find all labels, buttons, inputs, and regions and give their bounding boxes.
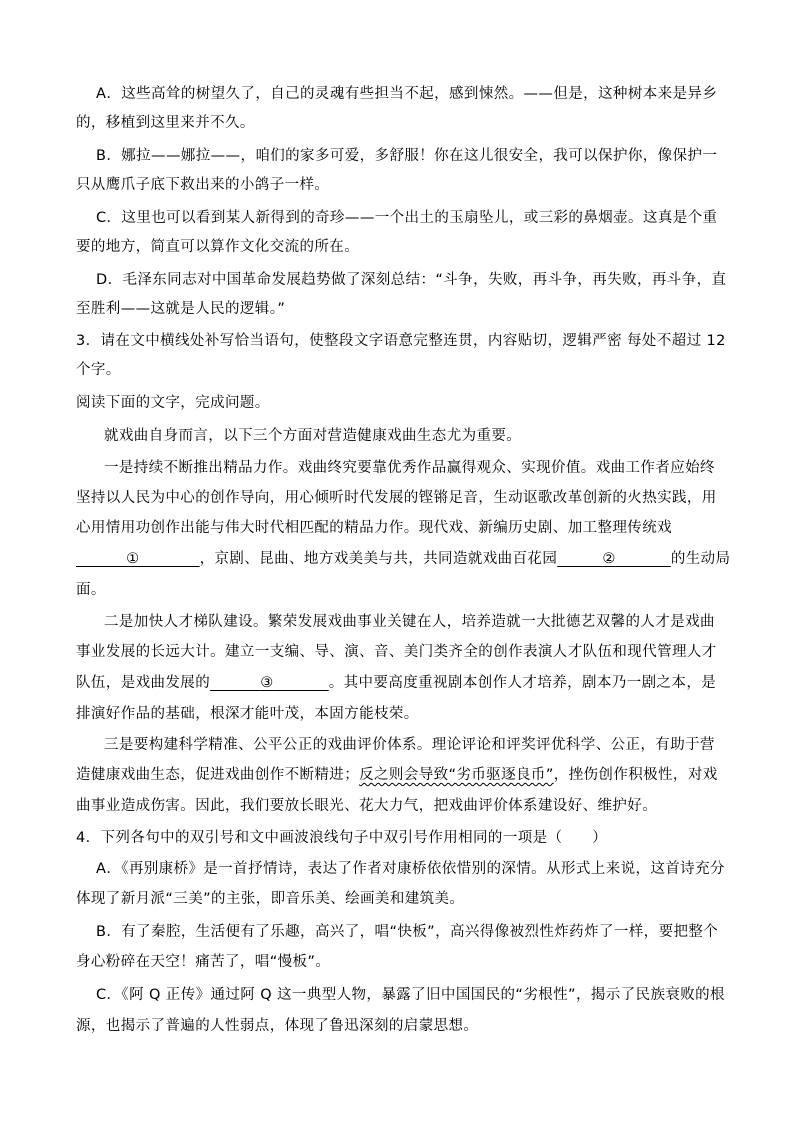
q4-option-c-line2: 源，也揭示了普遍的人性弱点，体现了鲁迅深刻的启蒙思想。: [76, 1018, 479, 1034]
q2-option-b-line2: 只从鹰爪子底下救出来的小鸽子一样。: [76, 177, 330, 193]
blank-2-number: ②: [602, 551, 616, 567]
passage-para1-line4-mid: ，京剧、昆曲、地方戏美美与共，共同造就戏曲百花园: [199, 551, 558, 567]
q2-option-d-line2: 至胜利——这就是人民的逻辑。”: [76, 301, 286, 317]
passage-para2-line3-end: 。其中要高度重视剧本创作人才培养，剧本乃一剧之本，是: [328, 675, 717, 691]
passage-para2-line3: [76, 673, 716, 693]
passage-para2-line4: 排演好作品的基础，根深才能叶茂，本固方能枝荣。: [76, 706, 419, 722]
blank-1-number: ①: [126, 551, 140, 567]
passage-para1-line2: 坚持以人民为中心的创作导向，用心倾听时代发展的铿锵足音，生动讴歌改革创新的火热实践，用: [76, 490, 717, 506]
q2-option-b-line1: B．娜拉——娜拉——，咱们的家多可爱，多舒服！你在这儿很安全，我可以保护你，像保护一: [96, 148, 718, 164]
passage-para2-line2: 事业发展的长远大计。建立一支编、导、演、音、美门类齐全的创作表演人才队伍和现代管理人才: [76, 644, 717, 660]
q4-option-a-line1: A．《再别康桥》是一首抒情诗，表达了作者对康桥依依惜别的深情。从形式上来说，这首诗充分: [96, 861, 725, 877]
q2-option-c-line2: 要的地方，简直可以算作文化交流的所在。: [76, 239, 360, 255]
passage-para3-line1: 三是要构建科学精准、公平公正的戏曲评价体系。理论评论和评奖评优科学、公正，有助于营: [104, 737, 715, 753]
q4-option-c-line1: C．《阿 Q 正传》通过阿 Q 这一典型人物，暴露了旧中国国民的“劣根性”，揭示了民族衰败的根: [96, 987, 725, 1003]
blank-3[interactable]: [210, 673, 329, 693]
blank-3-number: ③: [260, 675, 274, 691]
passage-para2-line3-start: 队伍，是戏曲发展的: [76, 675, 211, 691]
passage-para3-line2: [76, 765, 718, 785]
passage-intro: 阅读下面的文字，完成问题。: [76, 395, 270, 411]
passage-para0: 就戏曲自身而言，以下三个方面对营造健康戏曲生态尤为重要。: [104, 428, 522, 444]
q4-stem: 4．下列各句中的双引号和文中画波浪线句子中双引号作用相同的一项是（ ）: [76, 830, 608, 846]
q3-stem-line2: 个字。: [76, 362, 121, 378]
q2-option-d-line1: D．毛泽东同志对中国革命发展趋势做了深刻总结：“斗争，失败，再斗争，再失败，再斗争，直: [96, 272, 727, 288]
passage-para1-line1: 一是持续不断推出精品力作。戏曲终究要靠优秀作品赢得观众、实现价值。戏曲工作者应始终: [104, 460, 715, 476]
passage-para1-line3: 心用情用功创作出能与伟大时代相匹配的精品力作。现代戏、新编历史剧、加工整理传统戏: [76, 520, 672, 536]
passage-para2-line1: 二是加快人才梯队建设。繁荣发展戏曲事业关键在人，培养造就一大批德艺双馨的人才是戏曲: [104, 614, 715, 630]
passage-para1-line4: [76, 549, 730, 569]
q4-option-a-line2: 体现了新月派“三美”的主张，即音乐美、绘画美和建筑美。: [76, 891, 465, 907]
blank-2[interactable]: [557, 549, 671, 569]
wavy-underlined-sentence: 反之则会导致“劣币驱逐良币”: [359, 767, 554, 783]
q2-option-a-line1: A．这些高耸的树望久了，自己的灵魂有些担当不起，感到悚然。——但是，这种树本来是异乡: [96, 86, 718, 102]
q2-option-c-line1: C．这里也可以看到某人新得到的奇珍——一个出土的玉扇坠儿，或三彩的鼻烟壶。这真是个重: [96, 210, 718, 226]
passage-para3-line2-start: 造健康戏曲生态，促进戏曲创作不断精进；: [76, 767, 360, 783]
q4-option-b-line2: 身心粉碎在天空！痛苦了，唱“慢板”。: [76, 954, 331, 970]
q2-option-a-line2: 的，移植到这里来并不久。: [76, 115, 255, 131]
passage-para3-line2-end: ，挫伤创作积极性，对戏: [553, 767, 718, 783]
q3-stem-line1: 3．请在文中横线处补写恰当语句，使整段文字语意完整连贯，内容贴切，逻辑严密 每处不超过 12: [76, 333, 726, 349]
blank-1[interactable]: [76, 549, 200, 569]
passage-para1-line5: 面。: [76, 582, 106, 598]
q4-option-b-line1: B．有了秦腔，生活便有了乐趣，高兴了，唱“快板”，高兴得像被烈性炸药炸了一样，要把整个: [96, 924, 719, 940]
passage-para1-line4-end: 的生动局: [670, 551, 731, 567]
passage-para3-line3: 曲事业造成伤害。因此，我们要放长眼光、花大力气，把戏曲评价体系建设好、维护好。: [76, 798, 658, 814]
